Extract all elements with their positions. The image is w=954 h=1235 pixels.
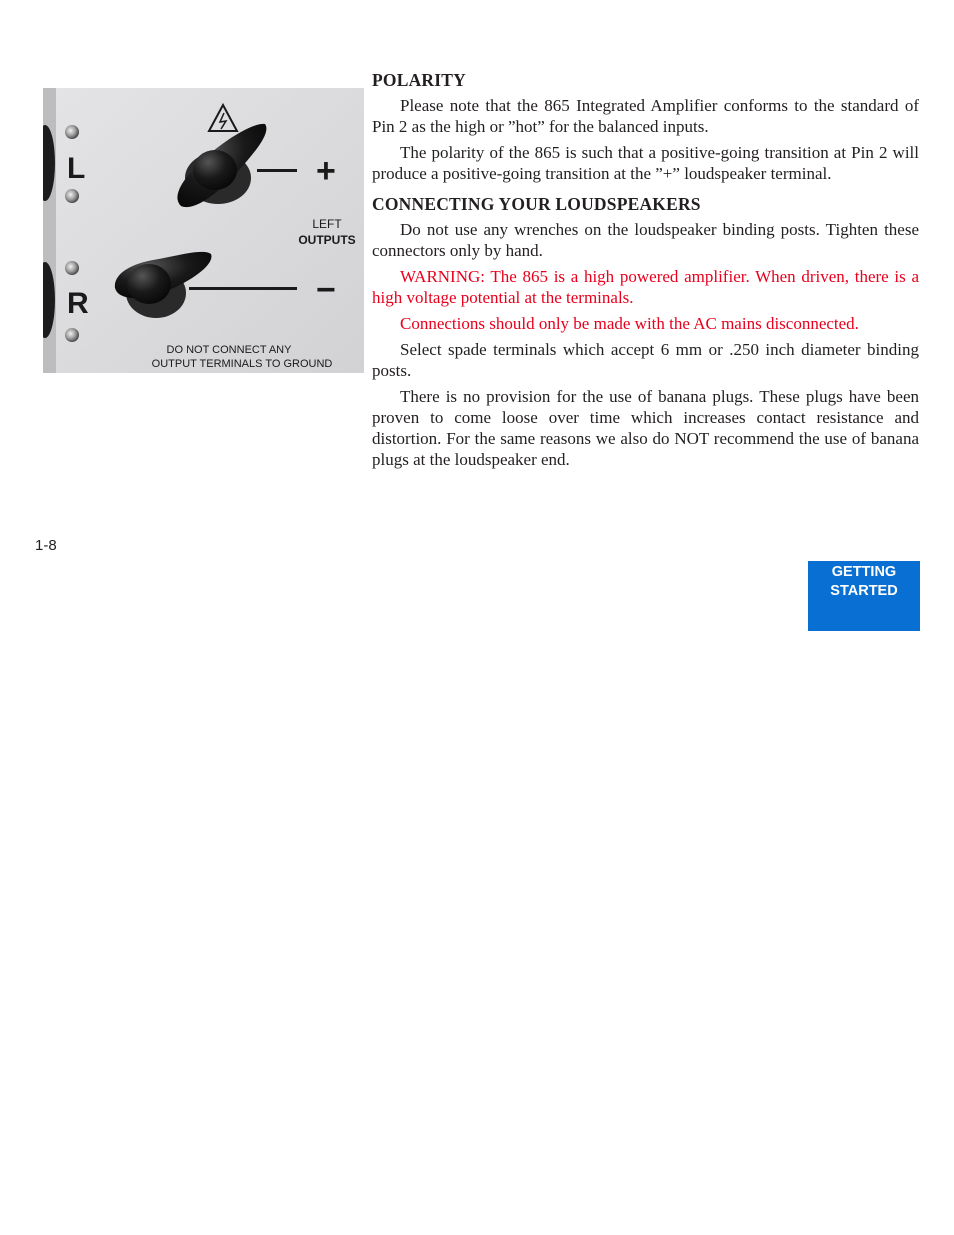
screw-icon <box>65 261 79 275</box>
section-tab-line2: STARTED <box>830 583 898 599</box>
screw-icon <box>65 328 79 342</box>
outputs-label-line1: LEFT <box>312 217 342 231</box>
page-number: 1-8 <box>35 537 57 554</box>
photo-warning-line2: OUTPUT TERMINALS TO GROUND <box>151 358 333 370</box>
warning-paragraph-2: Connections should only be made with the AC mains disconnected. <box>400 314 859 333</box>
channel-letter-left: L <box>67 152 86 185</box>
section-tab-line1: GETTING <box>831 564 897 580</box>
connecting-paragraph-1: Do not use any wrenches on the loudspeaker binding posts. Tighten these connectors only by hand. <box>372 220 919 260</box>
plus-line <box>257 169 297 172</box>
section-tab-getting-started[interactable] <box>808 561 920 631</box>
polarity-paragraph-2: The polarity of the 865 is such that a positive-going transition at Pin 2 will produce a positive-going transition at the ”+” loudspeaker terminal. <box>372 143 919 183</box>
connecting-paragraph-3: There is no provision for the use of banana plugs. These plugs have been proven to come loose over time which increases contact resistance and distortion. For the same reasons we also do NOT recommend the use of banana plugs at the loudspeaker end. <box>372 387 919 469</box>
screw-icon <box>65 189 79 203</box>
plus-symbol: + <box>316 152 336 190</box>
minus-symbol: − <box>316 271 336 309</box>
photo-warning-line1: DO NOT CONNECT ANY <box>166 344 292 356</box>
outputs-label-line2: OUTPUTS <box>298 233 356 247</box>
warning-paragraph-1: WARNING: The 865 is a high powered amplifier. When driven, there is a high voltage potential at the terminals. <box>372 267 919 307</box>
minus-line <box>189 287 297 290</box>
polarity-paragraph-1: Please note that the 865 Integrated Amplifier conforms to the standard of Pin 2 as the high or ”hot” for the balanced inputs. <box>372 96 919 136</box>
heading-polarity: POLARITY <box>372 70 466 90</box>
amplifier-terminals-photo <box>43 88 364 373</box>
main-content <box>372 69 919 475</box>
connecting-paragraph-2: Select spade terminals which accept 6 mm or .250 inch diameter binding posts. <box>372 340 919 380</box>
screw-icon <box>65 125 79 139</box>
channel-letter-right: R <box>67 287 89 320</box>
heading-connecting-loudspeakers: CONNECTING YOUR LOUDSPEAKERS <box>372 194 701 214</box>
